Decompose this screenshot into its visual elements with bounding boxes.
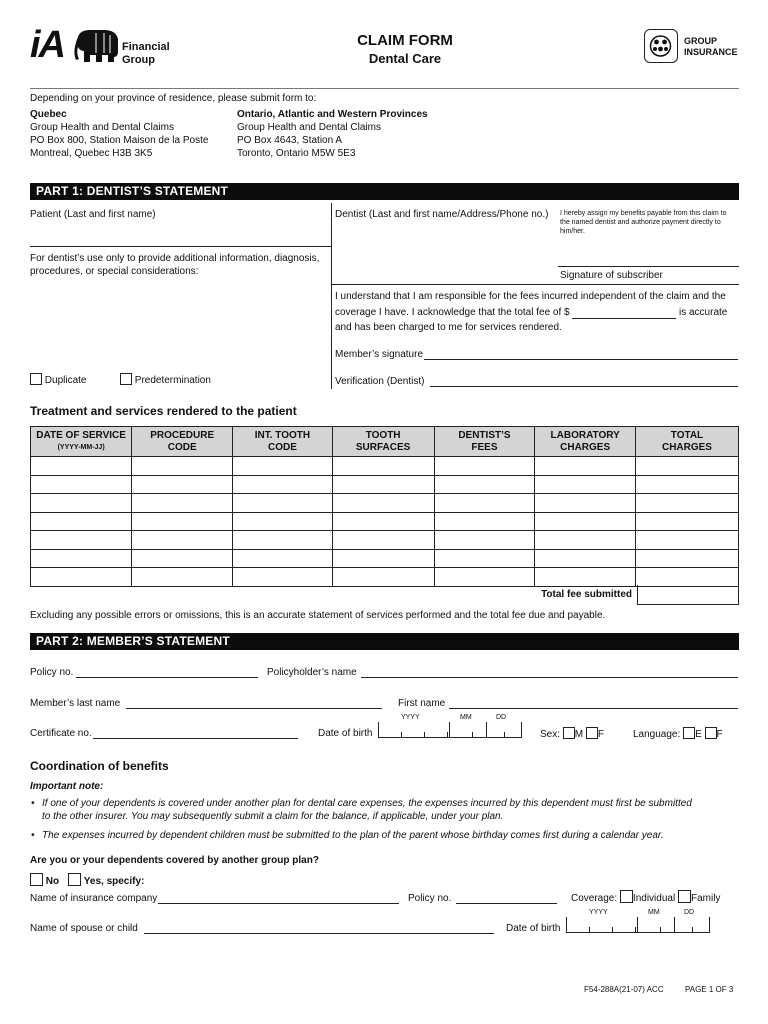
col-procedure-code: PROCEDURE CODE [132, 427, 233, 457]
sex-m-label: M [574, 729, 584, 740]
spouse-dob-yyyy-label: YYYY [589, 909, 608, 916]
table-cell[interactable] [434, 531, 535, 550]
dob-mm-label: MM [460, 714, 472, 721]
other-plan-yes-option[interactable] [68, 873, 144, 887]
table-cell[interactable] [31, 475, 132, 494]
elephant-icon [74, 29, 120, 63]
table-cell[interactable] [233, 531, 333, 550]
spouse-name-field[interactable] [144, 933, 494, 934]
understand-line2a: coverage I have. I acknowledge that the total fee of $ [335, 307, 570, 318]
other-plan-no-option[interactable] [30, 873, 59, 887]
table-cell[interactable] [132, 512, 233, 531]
treatment-table [30, 426, 739, 587]
understand-line3: and has been charged to me for services rendered. [335, 322, 562, 333]
bullet1-line2: to the other insurer. You may subsequently submit a claim for the balance, if applicable, under your plan. [42, 811, 504, 822]
bullet2-marker: • [31, 830, 35, 841]
coverage-label: Coverage: [571, 893, 618, 904]
sex-f-checkbox[interactable] [586, 727, 598, 739]
member-signature-field[interactable] [424, 359, 738, 360]
table-cell[interactable] [332, 494, 434, 513]
table-cell[interactable] [434, 568, 535, 587]
predetermination-option[interactable] [120, 373, 211, 386]
table-cell[interactable] [31, 512, 132, 531]
bullet2-line: The expenses incurred by dependent children must be submitted to the plan of the parent whose birthday comes first during a calendar year. [42, 830, 664, 841]
dob-yyyy-label: YYYY [401, 714, 420, 721]
table-row [31, 568, 739, 587]
coordination-heading: Coordination of benefits [30, 759, 169, 773]
other-policy-no-label: Policy no. [408, 893, 452, 904]
table-cell[interactable] [635, 568, 738, 587]
first-name-field[interactable] [449, 708, 738, 709]
header-divider [30, 88, 739, 89]
page-number: PAGE 1 OF 3 [685, 985, 734, 994]
duplicate-option[interactable] [30, 373, 86, 386]
table-cell[interactable] [332, 568, 434, 587]
ontario-line1: Group Health and Dental Claims [237, 122, 381, 133]
spouse-dob-dd-label: DD [684, 909, 695, 916]
table-cell[interactable] [332, 531, 434, 550]
form-code: F54-288A(21-07) ACC [584, 985, 664, 994]
important-note: Important note: [30, 781, 104, 792]
table-cell[interactable] [434, 494, 535, 513]
member-dob-field[interactable] [378, 722, 522, 738]
table-cell[interactable] [535, 475, 636, 494]
table-cell[interactable] [434, 475, 535, 494]
table-cell[interactable] [635, 457, 738, 476]
table-cell[interactable] [31, 457, 132, 476]
form-subtitle: Dental Care [368, 51, 442, 66]
submit-intro: Depending on your province of residence, please submit form to: [30, 93, 317, 104]
table-cell[interactable] [434, 549, 535, 568]
spouse-dob-mm-label: MM [648, 909, 660, 916]
quebec-title: Quebec [30, 109, 67, 120]
col-tooth-surfaces: TOOTH SURFACES [332, 427, 434, 457]
duplicate-checkbox[interactable] [30, 373, 42, 385]
spouse-dob-field[interactable] [566, 917, 710, 933]
table-row [31, 531, 739, 550]
understand-line1: I understand that I am responsible for the fees incurred independent of the claim and the [335, 291, 726, 302]
quebec-line3: Montreal, Quebec H3B 3K5 [30, 148, 153, 159]
quebec-line2: PO Box 800, Station Maison de la Poste [30, 135, 209, 146]
treatment-header-row [31, 427, 739, 457]
table-cell[interactable] [233, 512, 333, 531]
table-cell[interactable] [132, 531, 233, 550]
bullet1-marker: • [31, 798, 35, 809]
language-f-label: F [716, 729, 723, 740]
policyholder-field[interactable] [361, 677, 738, 678]
first-name-label: First name [398, 698, 446, 709]
table-cell[interactable] [332, 549, 434, 568]
group-insurance-line2: INSURANCE [684, 47, 738, 57]
duplicate-label: Duplicate [44, 375, 87, 386]
other-plan-yes-label: Yes, specify: [83, 876, 145, 887]
part2-header: PART 2: MEMBER’S STATEMENT [30, 633, 739, 650]
table-cell[interactable] [31, 549, 132, 568]
other-plan-no-checkbox[interactable] [30, 873, 43, 886]
insurance-company-label: Name of insurance company [30, 893, 158, 904]
table-cell[interactable] [535, 531, 636, 550]
table-cell[interactable] [332, 457, 434, 476]
bullet1-line1: If one of your dependents is covered under another plan for dental care expenses, the expenses incurred by this dependent must first be submitted [42, 798, 692, 809]
table-cell[interactable] [132, 457, 233, 476]
logo-ia-text: iA [30, 24, 64, 66]
sex-f-label: F [597, 729, 605, 740]
part1-vertical-divider [331, 203, 332, 389]
verification-field[interactable] [430, 386, 738, 387]
sex-m-checkbox[interactable] [563, 727, 575, 739]
table-row [31, 494, 739, 513]
coverage-family-checkbox[interactable] [678, 890, 691, 903]
table-cell[interactable] [535, 457, 636, 476]
table-cell[interactable] [635, 549, 738, 568]
ontario-title: Ontario, Atlantic and Western Provinces [237, 109, 428, 120]
col-laboratory-charges: LABORATORY CHARGES [535, 427, 636, 457]
certificate-field[interactable] [93, 738, 298, 739]
patient-name-label: Patient (Last and first name) [30, 209, 156, 220]
language-f-checkbox[interactable] [705, 727, 717, 739]
policy-no-label: Policy no. [30, 667, 74, 678]
dentist-info-label: Dentist (Last and first name/Address/Phone no.) [335, 209, 549, 220]
language-e-label: E [695, 729, 702, 740]
dentist-use-label: For dentist’s use only to provide additional information, diagnosis, procedures, or special considerations: [30, 253, 320, 277]
table-cell[interactable] [31, 531, 132, 550]
language-label: Language: [633, 729, 681, 740]
col-int-tooth-code: INT. TOOTH CODE [233, 427, 333, 457]
table-cell[interactable] [31, 568, 132, 587]
part1-header: PART 1: DENTIST’S STATEMENT [30, 183, 739, 200]
table-cell[interactable] [132, 475, 233, 494]
member-signature-label: Member’s signature [335, 349, 424, 360]
other-plan-yes-checkbox[interactable] [68, 873, 81, 886]
understand-line2b: is accurate [679, 307, 728, 318]
total-fee-label: Total fee submitted [541, 589, 632, 600]
accuracy-statement: Excluding any possible errors or omissions, this is an accurate statement of services performed and the total fee due and payable. [30, 610, 606, 621]
member-dob-label: Date of birth [318, 728, 373, 739]
patient-name-field[interactable] [30, 246, 331, 247]
logo-group-text: Group [122, 54, 155, 66]
total-fee-box[interactable] [637, 585, 739, 605]
assign-benefits-text: I hereby assign my benefits payable from this claim to the named dentist and authorize payment directly to him/her. [560, 210, 727, 235]
table-cell[interactable] [635, 494, 738, 513]
table-cell[interactable] [233, 549, 333, 568]
table-row [31, 475, 739, 494]
table-cell[interactable] [132, 568, 233, 587]
spouse-dob-label: Date of birth [506, 923, 561, 934]
coverage-individual-label: Individual [632, 893, 676, 904]
col-total-charges: TOTAL CHARGES [635, 427, 738, 457]
part1-right-divider [331, 284, 739, 285]
form-title: CLAIM FORM [357, 32, 453, 49]
certificate-label: Certificate no. [30, 728, 92, 739]
table-cell[interactable] [635, 475, 738, 494]
other-plan-no-label: No [45, 876, 60, 887]
table-cell[interactable] [434, 512, 535, 531]
member-last-name-field[interactable] [126, 708, 382, 709]
member-last-name-label: Member’s last name [30, 698, 121, 709]
table-cell[interactable] [332, 512, 434, 531]
spouse-name-label: Name of spouse or child [30, 923, 138, 934]
other-policy-no-field[interactable] [456, 903, 557, 904]
language-field [633, 727, 723, 740]
predetermination-checkbox[interactable] [120, 373, 132, 385]
group-insurance-line1: GROUP [684, 36, 718, 46]
treatment-heading: Treatment and services rendered to the patient [30, 404, 297, 418]
ontario-line2: PO Box 4643, Station A [237, 135, 343, 146]
total-fee-field[interactable] [572, 318, 676, 319]
company-logo [30, 24, 175, 70]
language-e-checkbox[interactable] [683, 727, 695, 739]
table-cell[interactable] [233, 475, 333, 494]
table-cell[interactable] [132, 494, 233, 513]
people-group-icon [645, 30, 676, 61]
table-cell[interactable] [635, 512, 738, 531]
coverage-family-label: Family [690, 893, 721, 904]
predetermination-label: Predetermination [134, 375, 211, 386]
subscriber-signature-label: Signature of subscriber [560, 270, 663, 281]
table-cell[interactable] [132, 549, 233, 568]
verification-label: Verification (Dentist) [335, 376, 425, 387]
table-cell[interactable] [535, 494, 636, 513]
table-cell[interactable] [535, 512, 636, 531]
dob-dd-label: DD [496, 714, 507, 721]
sex-field [540, 727, 604, 740]
policyholder-label: Policyholder’s name [267, 667, 357, 678]
table-row [31, 549, 739, 568]
table-row [31, 512, 739, 531]
sex-label: Sex: [540, 729, 561, 740]
table-cell[interactable] [434, 457, 535, 476]
table-cell[interactable] [31, 494, 132, 513]
table-row [31, 457, 739, 476]
table-cell[interactable] [635, 531, 738, 550]
insurance-company-field[interactable] [158, 903, 399, 904]
table-cell[interactable] [233, 568, 333, 587]
subscriber-signature-field[interactable] [558, 266, 739, 267]
table-cell[interactable] [332, 475, 434, 494]
table-cell[interactable] [233, 494, 333, 513]
policy-no-field[interactable] [76, 677, 258, 678]
col-date-of-service: DATE OF SERVICE (YYYY-MM-JJ) [31, 427, 132, 457]
table-cell[interactable] [535, 549, 636, 568]
coverage-individual-checkbox[interactable] [620, 890, 633, 903]
quebec-line1: Group Health and Dental Claims [30, 122, 174, 133]
col-dentist-fees: DENTIST’S FEES [434, 427, 535, 457]
other-plan-question: Are you or your dependents covered by another group plan? [30, 855, 319, 866]
table-cell[interactable] [535, 568, 636, 587]
coverage-field [571, 890, 720, 904]
table-cell[interactable] [233, 457, 333, 476]
ontario-line3: Toronto, Ontario M5W 5E3 [237, 148, 356, 159]
group-insurance-logo [644, 29, 678, 63]
logo-financial-text: Financial [122, 41, 170, 53]
